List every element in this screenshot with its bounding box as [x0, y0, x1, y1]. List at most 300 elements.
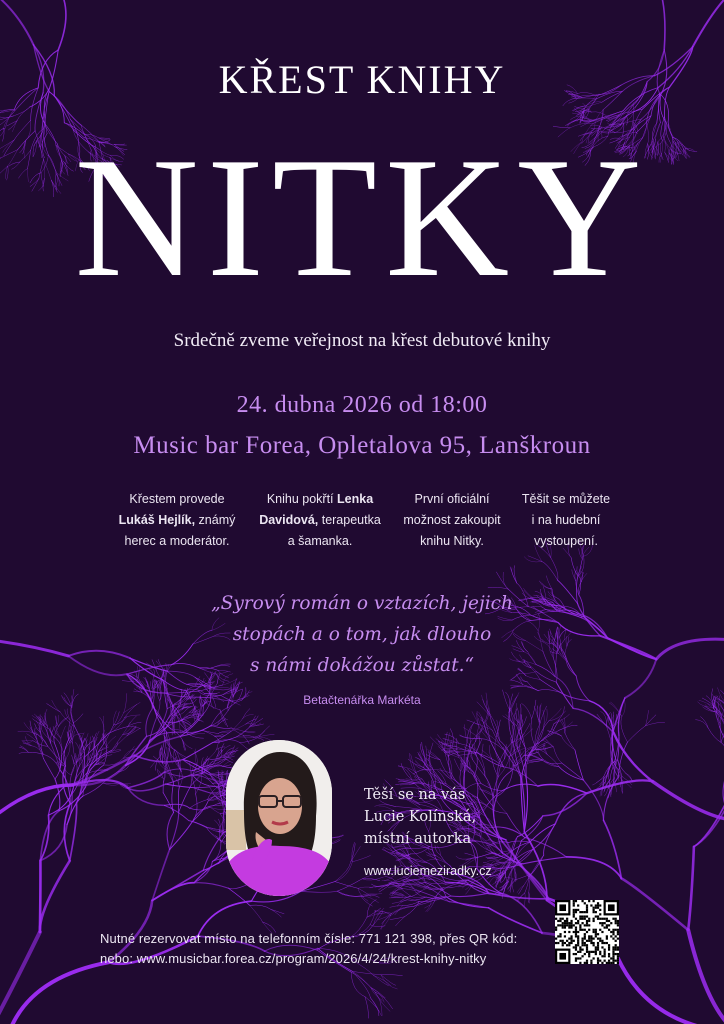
qr-module — [615, 946, 617, 948]
qr-module — [577, 944, 579, 946]
qr-module — [608, 924, 610, 926]
quote-line: stopách a o tom, jak dlouho — [232, 624, 492, 645]
author-photo-icon — [226, 740, 332, 896]
qr-module — [579, 929, 581, 931]
qr-module — [579, 924, 581, 926]
qr-module — [612, 955, 614, 957]
host-name: Lukáš Hejlík, — [118, 513, 196, 527]
author-portrait — [226, 740, 332, 896]
qr-module — [579, 915, 581, 917]
qr-module — [568, 944, 570, 946]
reservation-text: Nutné rezervovat místo na telefonním čísle: 771 121 398, přes QR kód: — [100, 931, 518, 946]
qr-module — [590, 904, 592, 906]
qr-module — [586, 951, 588, 953]
qr-module — [579, 949, 581, 951]
author-name: Lucie Kolínská, — [364, 809, 477, 825]
qr-module — [586, 907, 588, 909]
qr-module — [575, 911, 577, 913]
author-website-link[interactable]: www.luciemeziradky.cz — [364, 864, 492, 878]
qr-module — [604, 922, 606, 924]
qr-module — [608, 962, 610, 964]
qr-module — [564, 922, 566, 924]
qr-module — [595, 911, 597, 913]
qr-module — [566, 924, 568, 926]
qr-module — [581, 940, 583, 942]
qr-module — [593, 907, 595, 909]
qr-module — [595, 904, 597, 906]
qr-finder-core — [559, 904, 566, 911]
author-greeting: Těší se na vás — [364, 787, 466, 803]
qr-module — [617, 946, 619, 948]
qr-module — [593, 918, 595, 920]
qr-module — [615, 949, 617, 951]
qr-module — [610, 931, 612, 933]
qr-module — [617, 957, 619, 959]
qr-module — [599, 953, 601, 955]
poster-kicker: KŘEST KNIHY — [218, 57, 506, 102]
qr-module — [604, 951, 606, 953]
qr-module — [612, 931, 614, 933]
qr-module — [570, 938, 572, 940]
qr-module — [599, 913, 601, 915]
qr-module — [581, 942, 583, 944]
qr-module — [579, 957, 581, 959]
qr-module — [586, 944, 588, 946]
qr-module — [568, 926, 570, 928]
qr-module — [584, 918, 586, 920]
qr-module — [575, 929, 577, 931]
qr-module — [617, 929, 619, 931]
info-host-text: známý — [195, 513, 236, 527]
qr-module — [584, 929, 586, 931]
qr-module — [588, 935, 590, 937]
info-godmother-line — [250, 510, 390, 531]
qr-module — [577, 942, 579, 944]
info-sale-line: knihu Nitky. — [420, 534, 484, 548]
qr-module — [564, 931, 566, 933]
qr-module — [599, 960, 601, 962]
qr-module — [608, 929, 610, 931]
qr-module — [601, 955, 603, 957]
qr-module — [599, 904, 601, 906]
qr-module — [577, 904, 579, 906]
quote-line: „Syrový román o vztazích, jejich — [211, 593, 513, 614]
qr-module — [566, 940, 568, 942]
info-host-line: herec a moderátor. — [124, 534, 230, 548]
qr-module — [612, 953, 614, 955]
qr-module — [615, 960, 617, 962]
qr-module — [588, 938, 590, 940]
book-title: NITKY — [74, 123, 650, 313]
qr-module — [606, 942, 608, 944]
qr-finder-core — [608, 904, 615, 911]
qr-module — [588, 955, 590, 957]
qr-module — [573, 911, 575, 913]
qr-module — [586, 949, 588, 951]
qr-module — [601, 946, 603, 948]
info-sale-line: První oficiální — [414, 492, 490, 506]
qr-module — [610, 957, 612, 959]
qr-module — [579, 962, 581, 964]
qr-module — [575, 949, 577, 951]
qr-module — [559, 918, 561, 920]
qr-module — [564, 926, 566, 928]
qr-module — [579, 911, 581, 913]
qr-module — [564, 942, 566, 944]
info-host-line: Křestem provede — [129, 492, 225, 506]
qr-module — [615, 922, 617, 924]
info-music-line: vystoupení. — [534, 534, 598, 548]
qr-module — [575, 909, 577, 911]
book-quote — [150, 588, 574, 681]
qr-module — [570, 935, 572, 937]
qr-module — [568, 922, 570, 924]
qr-module — [599, 940, 601, 942]
qr-module — [597, 918, 599, 920]
qr-module — [586, 940, 588, 942]
qr-module — [612, 918, 614, 920]
qr-module — [577, 951, 579, 953]
qr-module — [562, 918, 564, 920]
qr-module — [562, 942, 564, 944]
qr-module — [617, 924, 619, 926]
qr-module — [608, 960, 610, 962]
qr-module — [593, 951, 595, 953]
qr-module — [573, 904, 575, 906]
qr-module — [617, 931, 619, 933]
qr-module — [559, 933, 561, 935]
qr-module — [575, 957, 577, 959]
qr-module — [584, 924, 586, 926]
qr-module — [570, 940, 572, 942]
qr-module — [590, 960, 592, 962]
qr-module — [593, 931, 595, 933]
qr-module — [615, 929, 617, 931]
invitation-text: Srdečně zveme veřejnost na křest debutové knihy — [173, 330, 551, 351]
qr-module — [564, 920, 566, 922]
qr-module — [612, 938, 614, 940]
qr-module — [610, 962, 612, 964]
qr-module — [595, 933, 597, 935]
qr-module — [597, 957, 599, 959]
qr-module — [586, 911, 588, 913]
qr-module — [606, 926, 608, 928]
qr-module — [559, 924, 561, 926]
qr-module — [604, 949, 606, 951]
qr-module — [584, 911, 586, 913]
qr-module — [606, 924, 608, 926]
qr-module — [608, 944, 610, 946]
qr-module — [562, 944, 564, 946]
qr-module — [595, 946, 597, 948]
qr-module — [562, 922, 564, 924]
qr-module — [593, 911, 595, 913]
info-host — [112, 489, 242, 552]
qr-module — [593, 900, 595, 902]
qr-module — [588, 918, 590, 920]
qr-module — [577, 935, 579, 937]
qr-module — [577, 938, 579, 940]
info-host-line — [112, 510, 242, 531]
qr-module — [590, 938, 592, 940]
qr-module — [612, 957, 614, 959]
qr-module — [617, 953, 619, 955]
qr-module — [575, 960, 577, 962]
qr-module — [557, 942, 559, 944]
qr-module — [584, 944, 586, 946]
qr-module — [597, 944, 599, 946]
qr-module — [604, 926, 606, 928]
qr-module — [573, 940, 575, 942]
qr-module — [617, 960, 619, 962]
qr-module — [606, 938, 608, 940]
qr-module — [581, 911, 583, 913]
qr-module — [595, 929, 597, 931]
qr-module — [601, 918, 603, 920]
qr-module — [606, 935, 608, 937]
qr-module — [590, 951, 592, 953]
qr-module — [575, 931, 577, 933]
qr-module — [615, 953, 617, 955]
qr-module — [568, 931, 570, 933]
info-music — [514, 489, 618, 552]
quote-line: s námi dokážou zůstat.“ — [250, 655, 474, 676]
qr-module — [612, 929, 614, 931]
qr-module — [575, 926, 577, 928]
qr-module — [615, 944, 617, 946]
qr-module — [599, 922, 601, 924]
qr-module — [584, 935, 586, 937]
qr-module — [597, 946, 599, 948]
qr-module — [575, 953, 577, 955]
qr-module — [586, 924, 588, 926]
info-godmother — [250, 489, 390, 552]
qr-module — [584, 942, 586, 944]
qr-module — [612, 933, 614, 935]
qr-module — [612, 951, 614, 953]
qr-module — [617, 920, 619, 922]
qr-module — [588, 900, 590, 902]
qr-module — [584, 938, 586, 940]
qr-module — [590, 935, 592, 937]
qr-module — [557, 920, 559, 922]
qr-module — [588, 924, 590, 926]
qr-module — [562, 924, 564, 926]
qr-module — [599, 951, 601, 953]
qr-module — [599, 929, 601, 931]
qr-module — [566, 920, 568, 922]
qr-module — [581, 944, 583, 946]
qr-module — [617, 938, 619, 940]
qr-module — [612, 949, 614, 951]
qr-module — [568, 938, 570, 940]
qr-module — [593, 920, 595, 922]
qr-module — [575, 918, 577, 920]
qr-module — [601, 922, 603, 924]
qr-module — [586, 904, 588, 906]
qr-module — [575, 935, 577, 937]
qr-module — [593, 929, 595, 931]
qr-module — [608, 949, 610, 951]
qr-module — [588, 940, 590, 942]
qr-module — [608, 955, 610, 957]
qr-module — [612, 960, 614, 962]
qr-module — [608, 946, 610, 948]
qr-module — [610, 935, 612, 937]
qr-module — [593, 957, 595, 959]
qr-module — [606, 920, 608, 922]
info-godmother-line: a šamanka. — [287, 534, 353, 548]
qr-module — [562, 940, 564, 942]
qr-module — [597, 907, 599, 909]
qr-module — [570, 920, 572, 922]
godmother-name: Lenka — [337, 492, 374, 506]
qr-module — [573, 900, 575, 902]
qr-module — [573, 953, 575, 955]
qr-module — [581, 922, 583, 924]
info-godmother-text: Knihu pokřtí — [266, 492, 338, 506]
qr-module — [593, 942, 595, 944]
info-sale-line: možnost zakoupit — [403, 513, 501, 527]
qr-module — [586, 915, 588, 917]
qr-module — [604, 953, 606, 955]
qr-module — [577, 931, 579, 933]
qr-module — [597, 902, 599, 904]
qr-module — [581, 949, 583, 951]
qr-module — [579, 918, 581, 920]
qr-module — [573, 909, 575, 911]
qr-module — [577, 957, 579, 959]
godmother-surname: Davidová, — [259, 513, 319, 527]
qr-module — [570, 942, 572, 944]
info-godmother-line — [250, 489, 390, 510]
qr-module — [555, 942, 557, 944]
qr-module — [604, 942, 606, 944]
qr-module — [573, 946, 575, 948]
qr-module — [595, 953, 597, 955]
qr-module — [599, 909, 601, 911]
qr-module — [584, 933, 586, 935]
qr-module — [581, 938, 583, 940]
reservation-qr-code-icon[interactable] — [555, 900, 619, 964]
event-venue: Music bar Forea, Opletalova 95, Lanškroun — [133, 432, 591, 459]
qr-module — [586, 922, 588, 924]
qr-module — [590, 942, 592, 944]
qr-module — [599, 938, 601, 940]
qr-module — [595, 907, 597, 909]
qr-module — [597, 949, 599, 951]
qr-module — [608, 953, 610, 955]
qr-module — [581, 918, 583, 920]
qr-module — [573, 913, 575, 915]
qr-module — [586, 920, 588, 922]
quote-author: Betačtenářka Markéta — [303, 693, 421, 707]
qr-module — [586, 909, 588, 911]
info-music-line: Těšit se můžete — [521, 492, 611, 506]
event-date: 24. dubna 2026 od 18:00 — [236, 392, 488, 418]
qr-finder-core — [559, 953, 566, 960]
qr-module — [593, 944, 595, 946]
qr-module — [588, 920, 590, 922]
qr-module — [575, 944, 577, 946]
qr-module — [595, 951, 597, 953]
qr-module — [606, 918, 608, 920]
qr-module — [588, 953, 590, 955]
qr-module — [604, 918, 606, 920]
qr-module — [555, 926, 557, 928]
qr-module — [595, 935, 597, 937]
qr-module — [593, 938, 595, 940]
reservation-url[interactable]: nebo: www.musicbar.forea.cz/program/2026/4/24/krest-knihy-nitky — [100, 951, 487, 966]
qr-module — [593, 909, 595, 911]
qr-module — [559, 920, 561, 922]
qr-module — [579, 946, 581, 948]
qr-module — [597, 915, 599, 917]
qr-module — [559, 940, 561, 942]
qr-module — [604, 955, 606, 957]
qr-module — [570, 926, 572, 928]
qr-module — [617, 933, 619, 935]
qr-module — [612, 946, 614, 948]
qr-module — [586, 960, 588, 962]
qr-module — [608, 920, 610, 922]
qr-module — [588, 929, 590, 931]
qr-module — [615, 918, 617, 920]
qr-module — [597, 933, 599, 935]
qr-module — [555, 918, 557, 920]
qr-module — [584, 902, 586, 904]
qr-module — [581, 900, 583, 902]
qr-module — [612, 962, 614, 964]
qr-module — [555, 929, 557, 931]
qr-module — [577, 920, 579, 922]
qr-module — [566, 918, 568, 920]
qr-module — [606, 962, 608, 964]
qr-module — [573, 915, 575, 917]
qr-module — [590, 962, 592, 964]
qr-module — [617, 949, 619, 951]
qr-module — [579, 926, 581, 928]
qr-module — [564, 935, 566, 937]
qr-module — [615, 920, 617, 922]
qr-module — [597, 942, 599, 944]
qr-module — [575, 946, 577, 948]
qr-module — [564, 924, 566, 926]
qr-module — [615, 940, 617, 942]
qr-module — [577, 922, 579, 924]
qr-module — [562, 926, 564, 928]
qr-module — [581, 929, 583, 931]
qr-module — [601, 942, 603, 944]
qr-module — [557, 924, 559, 926]
qr-module — [579, 951, 581, 953]
qr-module — [575, 900, 577, 902]
qr-module — [577, 940, 579, 942]
info-music-line: i na hudební — [531, 513, 601, 527]
qr-module — [573, 902, 575, 904]
qr-module — [586, 946, 588, 948]
qr-module — [566, 944, 568, 946]
author-role: místní autorka — [364, 831, 472, 847]
qr-module — [581, 955, 583, 957]
qr-module — [568, 924, 570, 926]
qr-module — [586, 962, 588, 964]
qr-module — [617, 962, 619, 964]
qr-module — [588, 951, 590, 953]
qr-module — [575, 922, 577, 924]
qr-module — [617, 922, 619, 924]
qr-module — [595, 915, 597, 917]
